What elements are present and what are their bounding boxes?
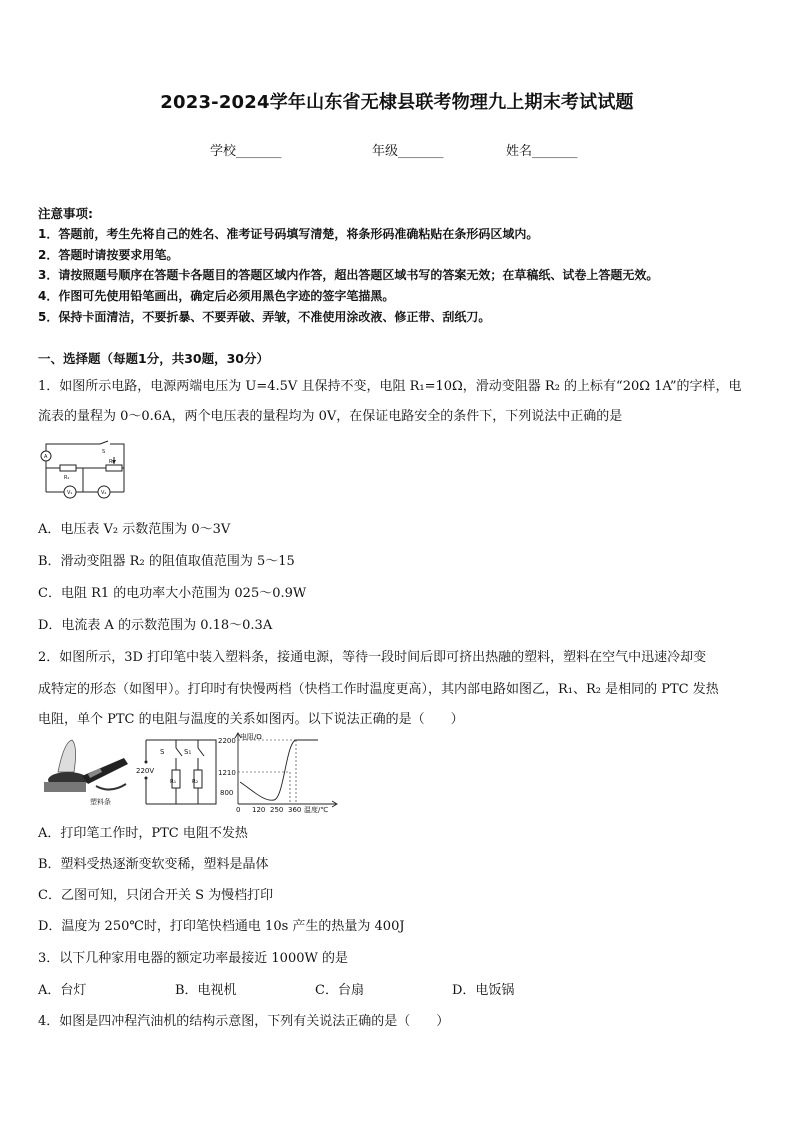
q1-option-b[interactable]: B．滑动变阻器 R₂ 的阻值取值范围为 5～15 — [38, 554, 295, 569]
q3-option-c[interactable]: C．台扇 — [315, 983, 364, 998]
q1-stem-line2: 流表的量程为 0～0.6A，两个电压表的量程均为 0V，在保证电路安全的条件下，下列说法中正确的是 — [38, 409, 623, 424]
q4-stem: 4．如图是四冲程汽油机的结构示意图，下列有关说法正确的是（ ） — [38, 1014, 450, 1029]
q3-option-d[interactable]: D．电饭锅 — [452, 983, 515, 998]
q2-fig-s-label: S — [160, 748, 165, 756]
q2-option-a[interactable]: A．打印笔工作时，PTC 电阻不发热 — [38, 826, 248, 841]
note-item: 5．保持卡面清洁，不要折暴、不要弄破、弄皱，不准使用涂改液、修正带、刮纸刀。 — [38, 310, 491, 324]
q2-fig-s1-label: S₁ — [184, 748, 192, 756]
q1-option-d[interactable]: D．电流表 A 的示数范围为 0.18～0.3A — [38, 618, 273, 633]
q3-stem: 3．以下几种家用电器的额定功率最接近 1000W 的是 — [38, 951, 348, 966]
name-field[interactable]: 姓名_______ — [506, 144, 578, 159]
q2-stem-line2: 成特定的形态（如图甲）。打印时有快慢两档（快档工作时温度更高），其内部电路如图乙，R₁、R₂ 是相同的 PTC 发热 — [38, 682, 719, 697]
page-title: 2023-2024学年山东省无棣县联考物理九上期末考试试题 — [160, 92, 634, 113]
note-item: 4．作图可先使用铅笔画出，确定后必须用黑色字迹的签字笔描黑。 — [38, 289, 395, 303]
q2-fig-x-tick: 360 — [288, 806, 302, 814]
q1-option-a[interactable]: A．电压表 V₂ 示数范围为 0～3V — [38, 522, 231, 537]
q1-fig-r2-label: R₂ — [109, 459, 115, 465]
note-item: 2．答题时请按要求用笔。 — [38, 248, 179, 262]
q2-resistance-temperature-graph — [218, 730, 342, 814]
q2-fig-x-axis-label: 温度/℃ — [304, 806, 329, 814]
q2-option-c[interactable]: C．乙图可知，只闭合开关 S 为慢档打印 — [38, 888, 274, 903]
q2-fig-y-tick: 2200 — [218, 737, 236, 745]
q2-fig-r2-label: R₂ — [192, 779, 199, 785]
q2-fig-x-tick: 250 — [270, 806, 284, 814]
q2-fig-x-tick: 0 — [236, 806, 241, 814]
q2-fig-y-tick: 800 — [220, 789, 234, 797]
q2-stem-line3: 电阻，单个 PTC 的电阻与温度的关系如图丙。以下说法正确的是（ ） — [38, 712, 464, 727]
q2-pen-figure — [38, 736, 134, 810]
q1-fig-v2-label: V₂ — [101, 490, 107, 496]
q3-option-a[interactable]: A．台灯 — [38, 983, 87, 998]
q1-fig-ammeter-label: A — [44, 454, 48, 460]
notes-heading: 注意事项: — [38, 206, 93, 221]
school-field[interactable]: 学校_______ — [210, 144, 282, 159]
q2-option-d[interactable]: D．温度为 250℃时，打印笔快档通电 10s 产生的热量为 400J — [38, 919, 405, 934]
q2-stem-line1: 2．如图所示，3D 打印笔中装入塑料条，接通电源，等待一段时间后即可挤出热融的塑料，塑料在空气中迅速冷却变 — [38, 650, 707, 665]
q2-fig-y-tick: 1210 — [218, 769, 236, 777]
q1-fig-v1-label: V₁ — [67, 490, 73, 496]
note-item: 3．请按照题号顺序在答题卡各题目的答题区域内作答，超出答题区域书写的答案无效；在草稿纸、试卷上答题无效。 — [38, 268, 659, 282]
q1-stem-line1: 1．如图所示电路，电源两端电压为 U=4.5V 且保持不变，电阻 R₁=10Ω，滑动变阻器 R₂ 的上标有“20Ω 1A”的字样，电 — [38, 379, 742, 394]
q3-option-b[interactable]: B．电视机 — [175, 983, 237, 998]
q1-fig-switch-label: S — [102, 449, 106, 455]
q2-fig-y-axis-label: 电阻/Ω — [240, 733, 262, 741]
grade-field[interactable]: 年级_______ — [372, 144, 444, 159]
q2-fig-pen-label: 塑料条 — [90, 798, 111, 806]
q2-fig-voltage-label: 220V — [136, 767, 155, 775]
q2-option-b[interactable]: B．塑料受热逐渐变软变稀，塑料是晶体 — [38, 857, 269, 872]
section-heading: 一、选择题（每题1分，共30题，30分） — [38, 351, 269, 366]
q1-fig-r1-label: R₁ — [64, 475, 70, 481]
q2-fig-r1-label: R₁ — [170, 779, 177, 785]
note-item: 1．答题前，考生先将自己的姓名、准考证号码填写清楚，将条形码准确粘贴在条形码区域内。 — [38, 227, 539, 241]
q1-circuit-figure — [38, 440, 134, 500]
q2-circuit-figure — [136, 734, 222, 810]
q2-fig-x-tick: 120 — [252, 806, 266, 814]
q1-option-c[interactable]: C．电阻 R1 的电功率大小范围为 025～0.9W — [38, 586, 307, 601]
